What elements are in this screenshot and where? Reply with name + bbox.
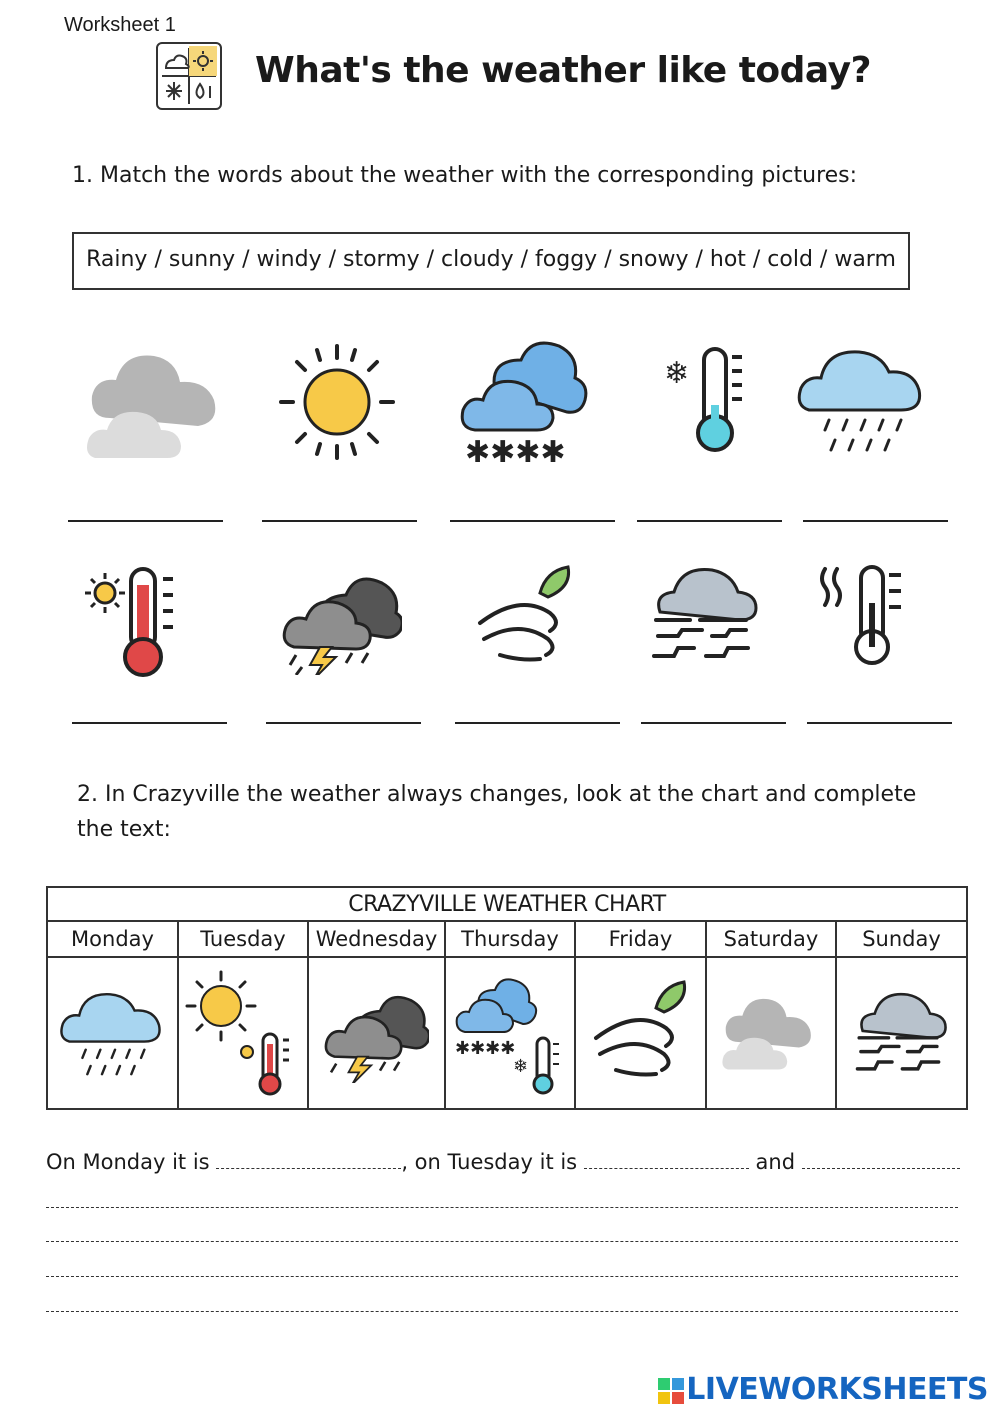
monday-weather-cell <box>47 957 178 1109</box>
rainy-icon <box>795 332 930 467</box>
friday-weather-cell <box>575 957 706 1109</box>
fill-blank-tuesday[interactable] <box>584 1167 749 1169</box>
answer-blank-2[interactable] <box>262 520 417 522</box>
sentence-part-1: On Monday it is <box>46 1150 210 1174</box>
q1-instruction: 1. Match the words about the weather with the corresponding pictures: <box>72 163 858 188</box>
fill-in-sentence <box>46 1150 960 1174</box>
wednesday-weather-cell <box>308 957 445 1109</box>
writing-line-3[interactable] <box>46 1276 958 1277</box>
answer-blank-8[interactable] <box>455 722 620 724</box>
day-sunday: Sunday <box>836 921 967 957</box>
svg-text:✱✱✱✱: ✱✱✱✱ <box>454 1038 515 1059</box>
answer-blank-6[interactable] <box>72 722 227 724</box>
answer-blank-3[interactable] <box>450 520 615 522</box>
sunny-icon <box>275 340 400 465</box>
stormy-icon <box>324 983 429 1083</box>
weather-logo-icon <box>156 42 222 110</box>
snowy-icon <box>455 330 590 465</box>
day-tuesday: Tuesday <box>178 921 308 957</box>
day-thursday: Thursday <box>445 921 575 957</box>
writing-line-1[interactable] <box>46 1207 958 1208</box>
word-bank: Rainy / sunny / windy / stormy / cloudy / foggy / snowy / hot / cold / warm <box>72 232 910 290</box>
answer-blank-7[interactable] <box>266 722 421 724</box>
writing-line-4[interactable] <box>46 1311 958 1312</box>
answer-blank-5[interactable] <box>803 520 948 522</box>
day-friday: Friday <box>575 921 706 957</box>
day-saturday: Saturday <box>706 921 836 957</box>
fill-blank-monday[interactable] <box>216 1167 401 1169</box>
foggy-icon <box>650 560 760 670</box>
hot-thermometer-icon <box>85 565 185 680</box>
tuesday-weather-cell <box>178 957 308 1109</box>
writing-line-2[interactable] <box>46 1241 958 1242</box>
saturday-weather-cell <box>706 957 836 1109</box>
rainy-icon <box>58 978 168 1088</box>
brand-name: LIVEWORKSHEETS <box>686 1372 988 1407</box>
liveworksheets-logo-icon <box>658 1378 684 1404</box>
worksheet-label: Worksheet 1 <box>64 14 176 36</box>
windy-icon <box>586 978 696 1088</box>
chart-title: CRAZYVILLE WEATHER CHART <box>47 887 967 921</box>
sentence-part-3: and <box>755 1150 796 1174</box>
warm-thermometer-icon <box>815 563 910 668</box>
q2-instruction: 2. In Crazyville the weather always changes, look at the chart and complete the text: <box>77 782 917 842</box>
svg-text:❄: ❄ <box>512 1056 528 1077</box>
liveworksheets-brand <box>658 1372 988 1407</box>
thursday-weather-cell <box>445 957 575 1109</box>
svg-text:✱✱✱✱: ✱✱✱✱ <box>465 435 566 465</box>
answer-blank-9[interactable] <box>641 722 786 724</box>
foggy-icon <box>854 986 949 1081</box>
answer-blank-1[interactable] <box>68 520 223 522</box>
cloudy-icon <box>85 340 230 470</box>
answer-blank-10[interactable] <box>807 722 952 724</box>
sunday-weather-cell <box>836 957 967 1109</box>
sunny-hot-icon <box>183 968 303 1098</box>
day-wednesday: Wednesday <box>308 921 445 957</box>
cold-thermometer-icon <box>660 345 755 455</box>
svg-text:❄: ❄ <box>664 356 690 391</box>
day-monday: Monday <box>47 921 178 957</box>
page-title: What's the weather like today? <box>255 50 871 91</box>
snowy-cold-icon <box>453 968 568 1098</box>
stormy-icon <box>282 565 402 675</box>
windy-icon <box>470 563 580 673</box>
sentence-part-2: , on Tuesday it is <box>401 1150 578 1174</box>
answer-blank-4[interactable] <box>637 520 782 522</box>
cloudy-icon <box>721 988 821 1078</box>
weather-chart <box>46 886 968 1110</box>
fill-blank-continue[interactable] <box>802 1167 960 1169</box>
